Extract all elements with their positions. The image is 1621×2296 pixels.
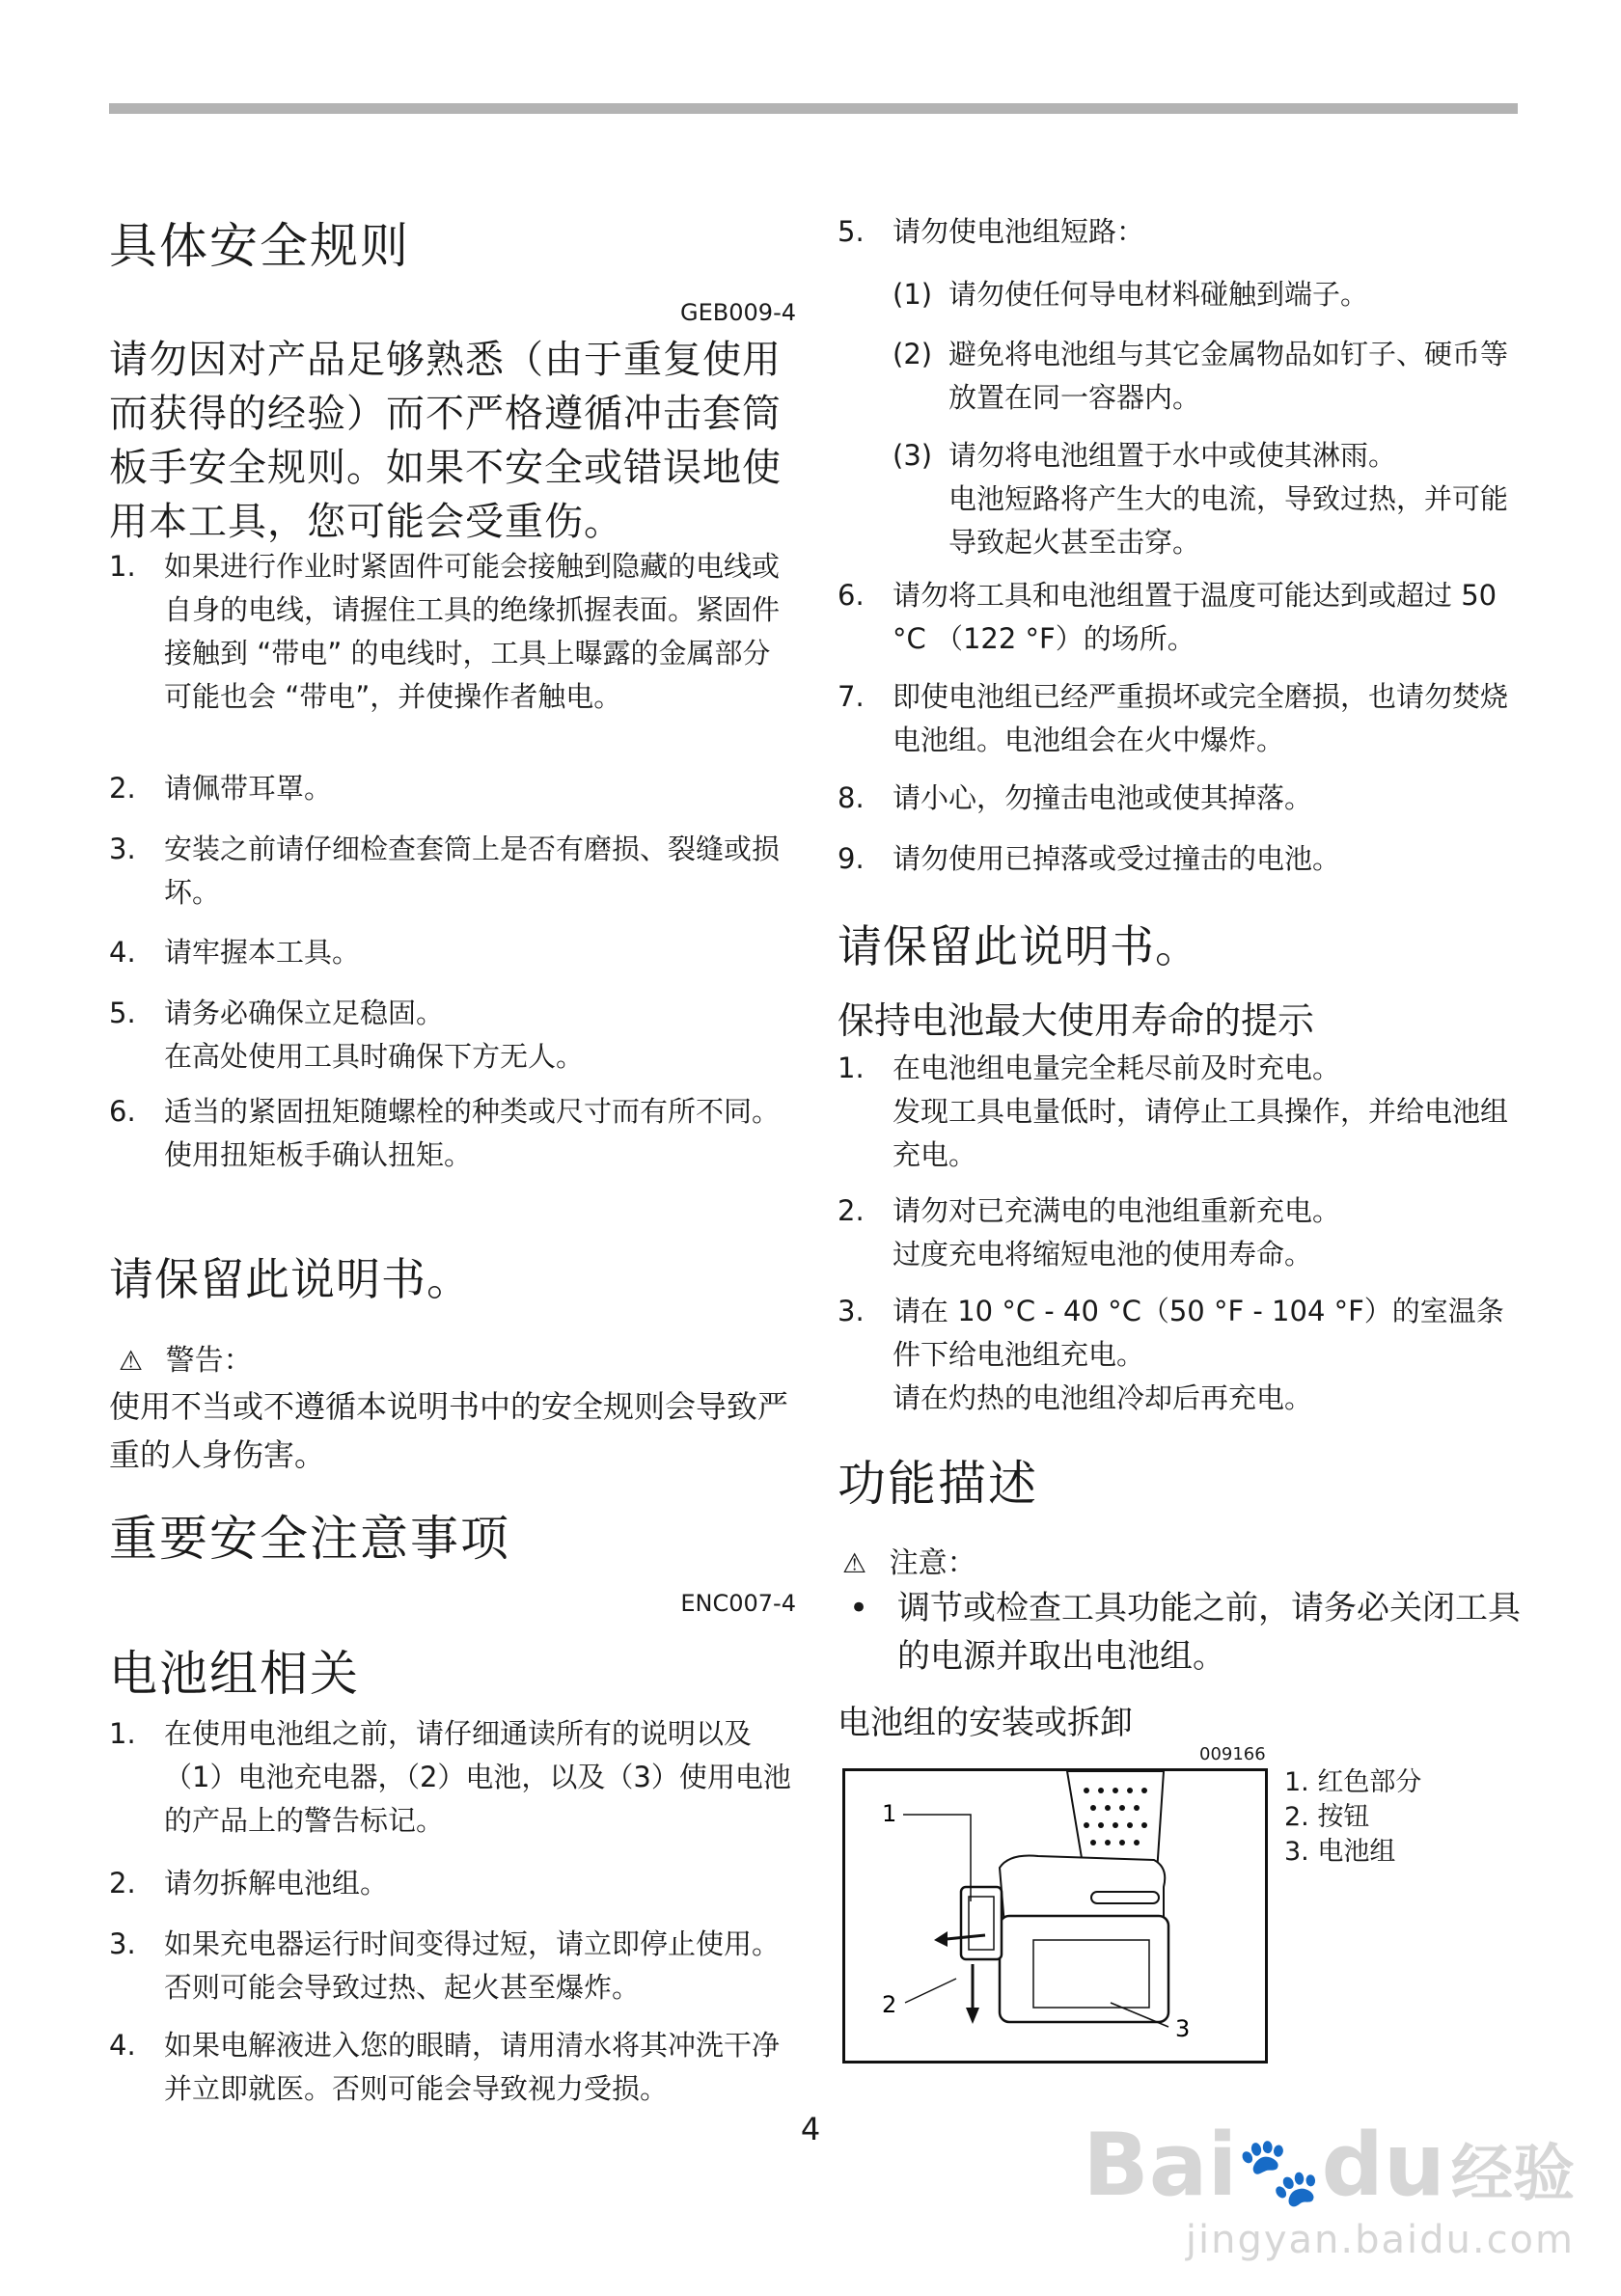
list-item: 9. 请勿使用已掉落或受过撞击的电池。: [838, 842, 1341, 875]
lead-warning: 请勿因对产品足够熟悉（由于重复使用而获得的经验）而不严格遵循冲击套筒板手安全规则。如果不安全或错误地使用本工具，您可能会受重伤。: [109, 338, 782, 544]
list-item: 2. 请勿拆解电池组。: [109, 1867, 389, 1900]
callout-2: 2: [882, 1991, 897, 2018]
list-item: 2. 请佩带耳罩。: [109, 772, 333, 805]
legend-item: 1. 红色部分: [1284, 1767, 1422, 1797]
battery-illustration: [845, 1771, 1265, 2061]
sub-item: (2) 避免将电池组与其它金属物品如钉子、硬币等放置在同一容器内。: [893, 338, 1509, 414]
warning-text: 使用不当或不遵循本说明书中的安全规则会导致严重的人身伤害。: [109, 1388, 789, 1473]
doc-code: GEB009-4: [680, 299, 796, 326]
list-item: 6. 适当的紧固扭矩随螺栓的种类或尺寸而有所不同。 使用扭矩板手确认扭矩。: [109, 1095, 781, 1171]
top-rule: [109, 103, 1518, 114]
battery-install-heading: 电池组的安装或拆卸: [838, 1704, 1133, 1742]
figure-legend: [1284, 1765, 1421, 1870]
list-item: 4. 请牢握本工具。: [109, 936, 361, 969]
sub-item: (1) 请勿使任何导电材料碰触到端子。: [893, 278, 1369, 311]
list-item: 3. 请在 10 °C - 40 °C（50 °F - 104 °F）的室温条件下给电池组充电。 请在灼热的电池组冷却后再充电。: [838, 1295, 1504, 1414]
caution-bullet: • 调节或检查工具功能之前，请务必关闭工具的电源并取出电池组。: [849, 1584, 1525, 1681]
list-item: 2. 请勿对已充满电的电池组重新充电。 过度充电将缩短电池的使用寿命。: [838, 1194, 1341, 1271]
list-item: 7. 即使电池组已经严重损坏或完全磨损，也请勿焚烧电池组。电池组会在火中爆炸。: [838, 680, 1509, 756]
list-item: 3. 安装之前请仔细检查套筒上是否有磨损、裂缝或损坏。: [109, 833, 781, 909]
list-item: 1. 在使用电池组之前，请仔细通读所有的说明以及（1）电池充电器，（2）电池，以及（3）使用电池的产品上的警告标记。: [109, 1717, 791, 1837]
save-instructions-heading-2: 请保留此说明书。: [838, 920, 1200, 972]
bullet-dot-icon: •: [849, 1589, 869, 1627]
caution-label: ⚠ 注意：: [842, 1546, 976, 1580]
paw-icon: 🐾: [1237, 2132, 1322, 2211]
battery-figure: [842, 1768, 1268, 2064]
list-item: 1. 在电池组电量完全耗尽前及时充电。 发现工具电量低时，请停止工具操作，并给电池组充电。: [838, 1052, 1509, 1171]
baidu-watermark: Bai🐾du经验 jingyan.baidu.com: [1083, 2115, 1575, 2262]
function-description-heading: 功能描述: [838, 1456, 1038, 1512]
list-item: 5. 请勿使电池组短路：: [838, 215, 1145, 248]
warning-label: ⚠ 警告：: [119, 1344, 253, 1378]
legend-item: 3. 电池组: [1284, 1837, 1396, 1867]
legend-item: 2. 按钮: [1284, 1802, 1370, 1832]
list-item: 6. 请勿将工具和电池组置于温度可能达到或超过 50 °C （122 °F）的场所。: [838, 579, 1497, 655]
page-number: 4: [800, 2111, 821, 2147]
battery-heading: 电池组相关: [109, 1646, 360, 1702]
list-item: 5. 请务必确保立足稳固。 在高处使用工具时确保下方无人。: [109, 997, 585, 1073]
list-item: 3. 如果充电器运行时间变得过短，请立即停止使用。否则可能会导致过热、起火甚至爆炸。: [109, 1927, 781, 2004]
figure-code: 009166: [1199, 1744, 1266, 1764]
callout-1: 1: [882, 1800, 897, 1827]
list-item: 1. 如果进行作业时紧固件可能会接触到隐藏的电线或自身的电线，请握住工具的绝缘抓握表面。紧固件接触到 “带电” 的电线时，工具上曝露的金属部分可能也会 “带电”，并使操作者触电。: [109, 550, 781, 713]
doc-code: ENC007-4: [680, 1590, 796, 1617]
save-instructions-heading: 请保留此说明书。: [109, 1253, 472, 1305]
callout-3: 3: [1175, 2015, 1191, 2042]
battery-life-tips-heading: 保持电池最大使用寿命的提示: [838, 999, 1315, 1042]
list-item: 4. 如果电解液进入您的眼睛，请用清水将其冲洗干净并立即就医。否则可能会导致视力受损。: [109, 2029, 781, 2105]
important-safety-heading: 重要安全注意事项: [109, 1511, 510, 1567]
section-title-specific-rules: 具体安全规则: [109, 218, 410, 274]
warning-triangle-icon: ⚠: [842, 1547, 867, 1579]
sub-item: (3) 请勿将电池组置于水中或使其淋雨。 电池短路将产生大的电流，导致过热，并可能导致起火甚至击穿。: [893, 439, 1509, 559]
list-item: 8. 请小心，勿撞击电池或使其掉落。: [838, 781, 1313, 814]
warning-triangle-icon: ⚠: [119, 1345, 144, 1377]
